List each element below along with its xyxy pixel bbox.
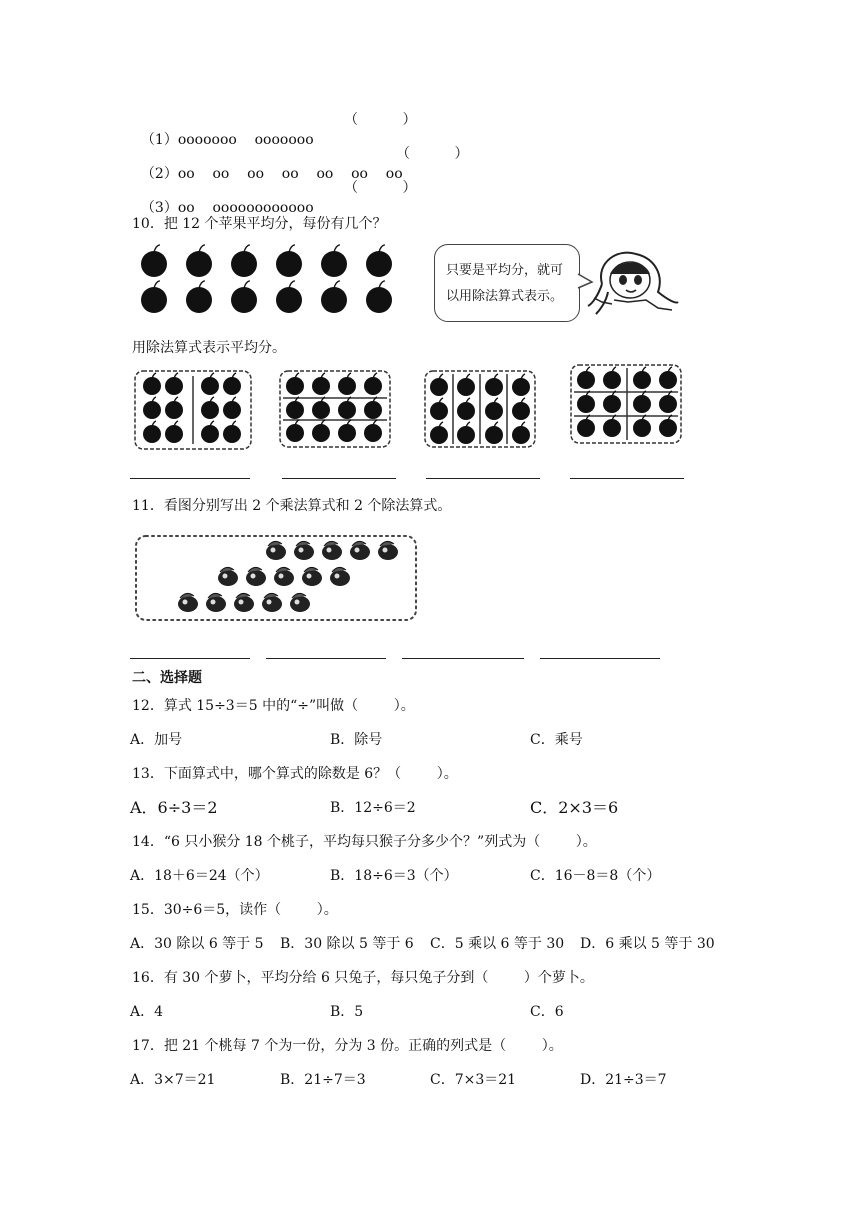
apple-icon (366, 245, 392, 277)
fruit-icon (290, 593, 310, 612)
apple-icon (512, 374, 530, 396)
apple-icon (141, 281, 167, 313)
apple-icon (141, 245, 167, 277)
apple-group-3x4 (279, 370, 391, 450)
apple-icon (457, 398, 475, 420)
option-a[interactable]: A．3×7＝21 (130, 1072, 216, 1088)
q10-question: 10．把 12 个苹果平均分，每份有几个？ (132, 216, 387, 232)
apple-icon (603, 391, 621, 413)
q9-item-dots: ooooooo ooooooo (177, 132, 314, 148)
option-a[interactable]: A．加号 (130, 732, 183, 748)
option-b[interactable]: B．5 (330, 1004, 364, 1020)
answer-blank[interactable] (402, 658, 524, 659)
fruit-icon (378, 541, 398, 560)
option-c[interactable]: C．乘号 (530, 732, 583, 748)
fruit-icon (206, 593, 226, 612)
apples-illustration (132, 244, 412, 324)
apple-icon (659, 391, 677, 413)
apple-icon (165, 397, 183, 419)
apple-group-4x3 (424, 370, 536, 450)
fruit-icon (262, 593, 282, 612)
fruit-icon (246, 567, 266, 586)
answer-blank[interactable] (570, 478, 684, 479)
apple-icon (430, 422, 448, 444)
question-stem: 14．“6 只小猴分 18 个桃子，平均每只猴子分多少个？”列式为（ ）。 (132, 834, 597, 850)
apple-icon (186, 245, 212, 277)
apple-icon (512, 398, 530, 420)
option-d[interactable]: D．6 乘以 5 等于 30 (580, 936, 715, 952)
apple-icon (223, 421, 241, 443)
q9-item-label: （1） (140, 132, 178, 148)
apple-icon (286, 420, 304, 442)
fruit-icon (178, 593, 198, 612)
question-stem: 15．30÷6＝5，读作（ ）。 (132, 902, 338, 918)
question-stem: 12．算式 15÷3＝5 中的“÷”叫做（ ）。 (132, 698, 415, 714)
fruit-group-illustration (134, 532, 420, 622)
option-a[interactable]: A．4 (130, 1004, 164, 1020)
apple-icon (143, 421, 161, 443)
apple-icon (364, 397, 382, 419)
fruit-icon (350, 541, 370, 560)
question-stem: 16．有 30 个萝卜，平均分给 6 只兔子，每只兔子分到（ ）个萝卜。 (132, 970, 594, 986)
apple-icon (276, 245, 302, 277)
q9-answer-paren[interactable]: （ ） (344, 112, 417, 128)
apple-icon (512, 422, 530, 444)
apple-icon (231, 245, 257, 277)
answer-blank[interactable] (130, 658, 250, 659)
apple-icon (321, 281, 347, 313)
apple-group-2x6 (134, 370, 254, 450)
apple-icon (603, 415, 621, 437)
girl-character-icon (588, 244, 678, 324)
apple-icon (165, 373, 183, 395)
fruit-icon (322, 541, 342, 560)
question-stem: 17．把 21 个桃每 7 个为一份，分为 3 份。正确的列式是（ ）。 (132, 1038, 563, 1054)
section-title: 二、选择题 (132, 670, 202, 686)
apple-icon (312, 397, 330, 419)
q9-answer-paren[interactable]: （ ） (344, 180, 417, 196)
fruit-icon (274, 567, 294, 586)
q9-item-label: （3） (140, 200, 178, 216)
option-a[interactable]: A．18＋6＝24（个） (130, 868, 269, 884)
fruit-icon (218, 567, 238, 586)
apple-icon (286, 397, 304, 419)
option-c[interactable]: C．16－8＝8（个） (530, 868, 661, 884)
apple-group-6x2 (570, 364, 682, 444)
apple-icon (577, 367, 595, 389)
apple-icon (457, 374, 475, 396)
option-c[interactable]: C．5 乘以 6 等于 30 (430, 936, 565, 952)
fruit-icon (330, 567, 350, 586)
apple-icon (223, 397, 241, 419)
option-c[interactable]: C．2×3＝6 (530, 798, 619, 817)
apple-icon (143, 397, 161, 419)
fruit-icon (266, 541, 286, 560)
apple-icon (338, 397, 356, 419)
apple-icon (430, 374, 448, 396)
answer-blank[interactable] (130, 478, 250, 479)
answer-blank[interactable] (282, 478, 396, 479)
speech-line-1: 只要是平均分，就可 (446, 263, 564, 278)
apple-icon (577, 415, 595, 437)
apple-icon (338, 420, 356, 442)
apple-icon (321, 245, 347, 277)
apple-icon (201, 373, 219, 395)
apple-icon (143, 373, 161, 395)
apple-icon (633, 367, 651, 389)
q9-item-3 (132, 178, 314, 218)
fruit-icon (302, 567, 322, 586)
option-b[interactable]: B．除号 (330, 732, 383, 748)
option-a[interactable]: A．6÷3＝2 (130, 798, 218, 817)
apple-icon (485, 398, 503, 420)
apple-icon (231, 281, 257, 313)
q11-question: 11．看图分别写出 2 个乘法算式和 2 个除法算式。 (132, 498, 452, 514)
apple-icon (366, 281, 392, 313)
apple-icon (659, 415, 677, 437)
option-b[interactable]: B．12÷6＝2 (330, 800, 416, 816)
apple-icon (165, 421, 183, 443)
apple-icon (633, 391, 651, 413)
apple-icon (276, 281, 302, 313)
apple-icon (603, 367, 621, 389)
option-b[interactable]: B．30 除以 5 等于 6 (280, 936, 414, 952)
apple-icon (286, 373, 304, 395)
apple-icon (364, 373, 382, 395)
option-b[interactable]: B．21÷7＝3 (280, 1072, 366, 1088)
option-a[interactable]: A．30 除以 6 等于 5 (130, 936, 264, 952)
apple-icon (577, 391, 595, 413)
apple-icon (485, 422, 503, 444)
option-d[interactable]: D．21÷3＝7 (580, 1072, 667, 1088)
answer-blank[interactable] (540, 658, 660, 659)
apple-icon (223, 373, 241, 395)
question-stem: 13．下面算式中，哪个算式的除数是 6？（ ）。 (132, 766, 458, 782)
option-c[interactable]: C．7×3＝21 (430, 1072, 517, 1088)
apple-icon (201, 397, 219, 419)
apple-icon (338, 373, 356, 395)
apple-icon (485, 374, 503, 396)
fruit-icon (234, 593, 254, 612)
q10-instruction: 用除法算式表示平均分。 (132, 340, 286, 356)
speech-line-2: 以用除法算式表示。 (446, 289, 564, 304)
apple-icon (659, 367, 677, 389)
q9-item-dots: oo oooooooooooo (177, 200, 314, 216)
apple-icon (430, 398, 448, 420)
option-b[interactable]: B．18÷6＝3（个） (330, 868, 458, 884)
answer-blank[interactable] (266, 658, 386, 659)
apple-icon (186, 281, 212, 313)
q9-item-label: （2） (140, 166, 178, 182)
apple-icon (364, 420, 382, 442)
apple-icon (312, 420, 330, 442)
option-c[interactable]: C．6 (530, 1004, 564, 1020)
speech-bubble-text (446, 258, 576, 310)
q9-item-dots: oo oo oo oo oo oo oo (177, 166, 403, 182)
q9-answer-paren[interactable]: （ ） (396, 146, 469, 162)
fruit-icon (294, 541, 314, 560)
apple-icon (312, 373, 330, 395)
apple-icon (201, 421, 219, 443)
apple-icon (633, 415, 651, 437)
answer-blank[interactable] (426, 478, 540, 479)
apple-icon (457, 422, 475, 444)
